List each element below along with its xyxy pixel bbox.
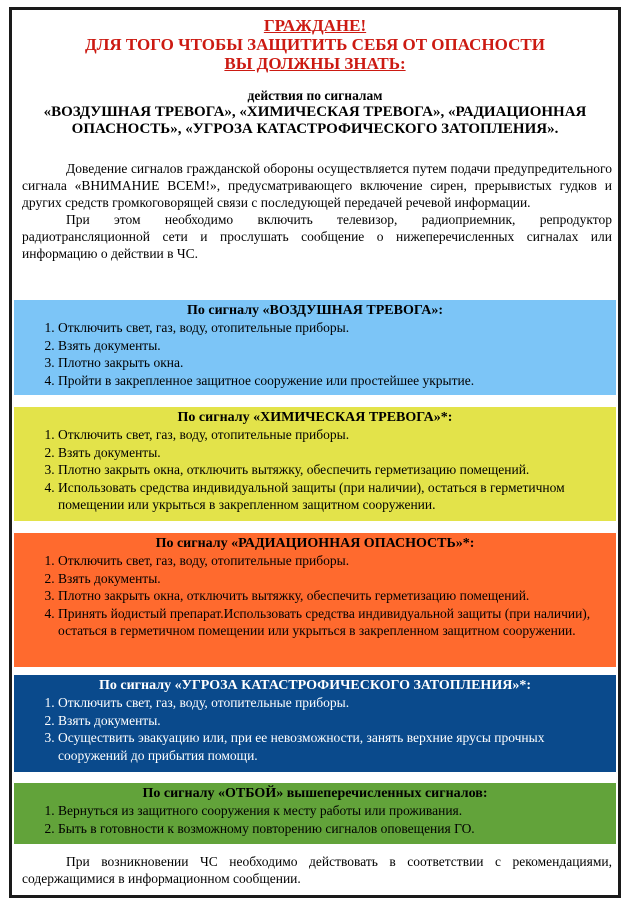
- list-item: 3. Осуществить эвакуацию или, при ее невозможности, занять верхние ярусы прочных сооружений до прибытия помощи.: [58, 729, 610, 764]
- intro-paragraph-1: Доведение сигналов гражданской обороны осуществляется путем подачи предупредительного сигнала «ВНИМАНИЕ ВСЕМ!», предусматривающего включение сирен, прерывистых гудков и других средств громкоговорящей связи с последующей передачей речевой информации.: [22, 161, 612, 210]
- list-item: 1. Отключить свет, газ, воду, отопительные приборы.: [58, 694, 610, 712]
- intro-paragraph-2: При этом необходимо включить телевизор, радиоприемник, репродуктор радиотрансляционной сети и прослушать сообщение о нижеперечисленных сигналах или информацию о действии в ЧС.: [22, 212, 612, 261]
- signals-subtitle: [12, 87, 618, 138]
- all-clear-steps: [20, 802, 610, 837]
- header-line-3: ВЫ ДОЛЖНЫ ЗНАТЬ:: [224, 54, 406, 73]
- list-item: 1. Отключить свет, газ, воду, отопительные приборы.: [58, 319, 610, 337]
- list-item: 2. Взять документы.: [58, 337, 610, 355]
- intro-text: [22, 160, 612, 262]
- list-item: 2. Взять документы.: [58, 570, 610, 588]
- flood-threat-signal-block: [14, 675, 616, 772]
- air-raid-steps: [20, 319, 610, 389]
- poster-header: [12, 16, 618, 73]
- chemical-alert-title: По сигналу «ХИМИЧЕСКАЯ ТРЕВОГА»*:: [177, 410, 453, 425]
- all-clear-title: По сигналу «ОТБОЙ» вышеперечисленных сигналов:: [142, 786, 488, 801]
- list-item: 4. Использовать средства индивидуальной защиты (при наличии), остаться в герметичном помещении или укрыться в закрепленном защитном сооружении.: [58, 479, 610, 514]
- air-raid-signal-block: [14, 300, 616, 395]
- footer-paragraph: При возникновении ЧС необходимо действовать в соответствии с рекомендациями, содержащимися в информационном сообщении.: [22, 854, 612, 886]
- list-item: 2. Взять документы.: [58, 712, 610, 730]
- chemical-alert-steps: [20, 426, 610, 514]
- header-line-1: ГРАЖДАНЕ!: [263, 16, 367, 35]
- list-item: 1. Отключить свет, газ, воду, отопительные приборы.: [58, 552, 610, 570]
- list-item: 3. Плотно закрыть окна, отключить вытяжку, обеспечить герметизацию помещений.: [58, 461, 610, 479]
- list-item: 2. Взять документы.: [58, 444, 610, 462]
- flood-threat-title: По сигналу «УГРОЗА КАТАСТРОФИЧЕСКОГО ЗАТОПЛЕНИЯ»*:: [99, 678, 531, 693]
- radiation-danger-title: По сигналу «РАДИАЦИОННАЯ ОПАСНОСТЬ»*:: [155, 536, 475, 551]
- list-item: 3. Плотно закрыть окна, отключить вытяжку, обеспечить герметизацию помещений.: [58, 587, 610, 605]
- chemical-alert-signal-block: [14, 407, 616, 521]
- list-item: 1. Вернуться из защитного сооружения к месту работы или проживания.: [58, 802, 610, 820]
- air-raid-title: По сигналу «ВОЗДУШНАЯ ТРЕВОГА»:: [186, 303, 443, 318]
- list-item: 3. Плотно закрыть окна.: [58, 354, 610, 372]
- flood-threat-steps: [20, 694, 610, 764]
- list-item: 2. Быть в готовности к возможному повторению сигналов оповещения ГО.: [58, 820, 610, 838]
- poster-frame: [9, 7, 621, 898]
- footer-note: [22, 853, 612, 887]
- list-item: 1. Отключить свет, газ, воду, отопительные приборы.: [58, 426, 610, 444]
- all-clear-signal-block: [14, 783, 616, 844]
- radiation-danger-signal-block: [14, 533, 616, 667]
- subtitle-line-2: «ВОЗДУШНАЯ ТРЕВОГА», «ХИМИЧЕСКАЯ ТРЕВОГА», «РАДИАЦИОННАЯ: [43, 104, 587, 120]
- list-item: 4. Пройти в закрепленное защитное сооружение или простейшее укрытие.: [58, 372, 610, 390]
- list-item: 4. Принять йодистый препарат.Использовать средства индивидуальной защиты (при наличии), остаться в герметичном помещении или укрыться в закрепленном защитном сооружении.: [58, 605, 610, 640]
- header-line-2: ДЛЯ ТОГО ЧТОБЫ ЗАЩИТИТЬ СЕБЯ ОТ ОПАСНОСТИ: [85, 35, 545, 54]
- radiation-danger-steps: [20, 552, 610, 640]
- subtitle-line-1: действия по сигналам: [247, 88, 383, 103]
- subtitle-line-3: ОПАСНОСТЬ», «УГРОЗА КАТАСТРОФИЧЕСКОГО ЗАТОПЛЕНИЯ».: [71, 121, 559, 137]
